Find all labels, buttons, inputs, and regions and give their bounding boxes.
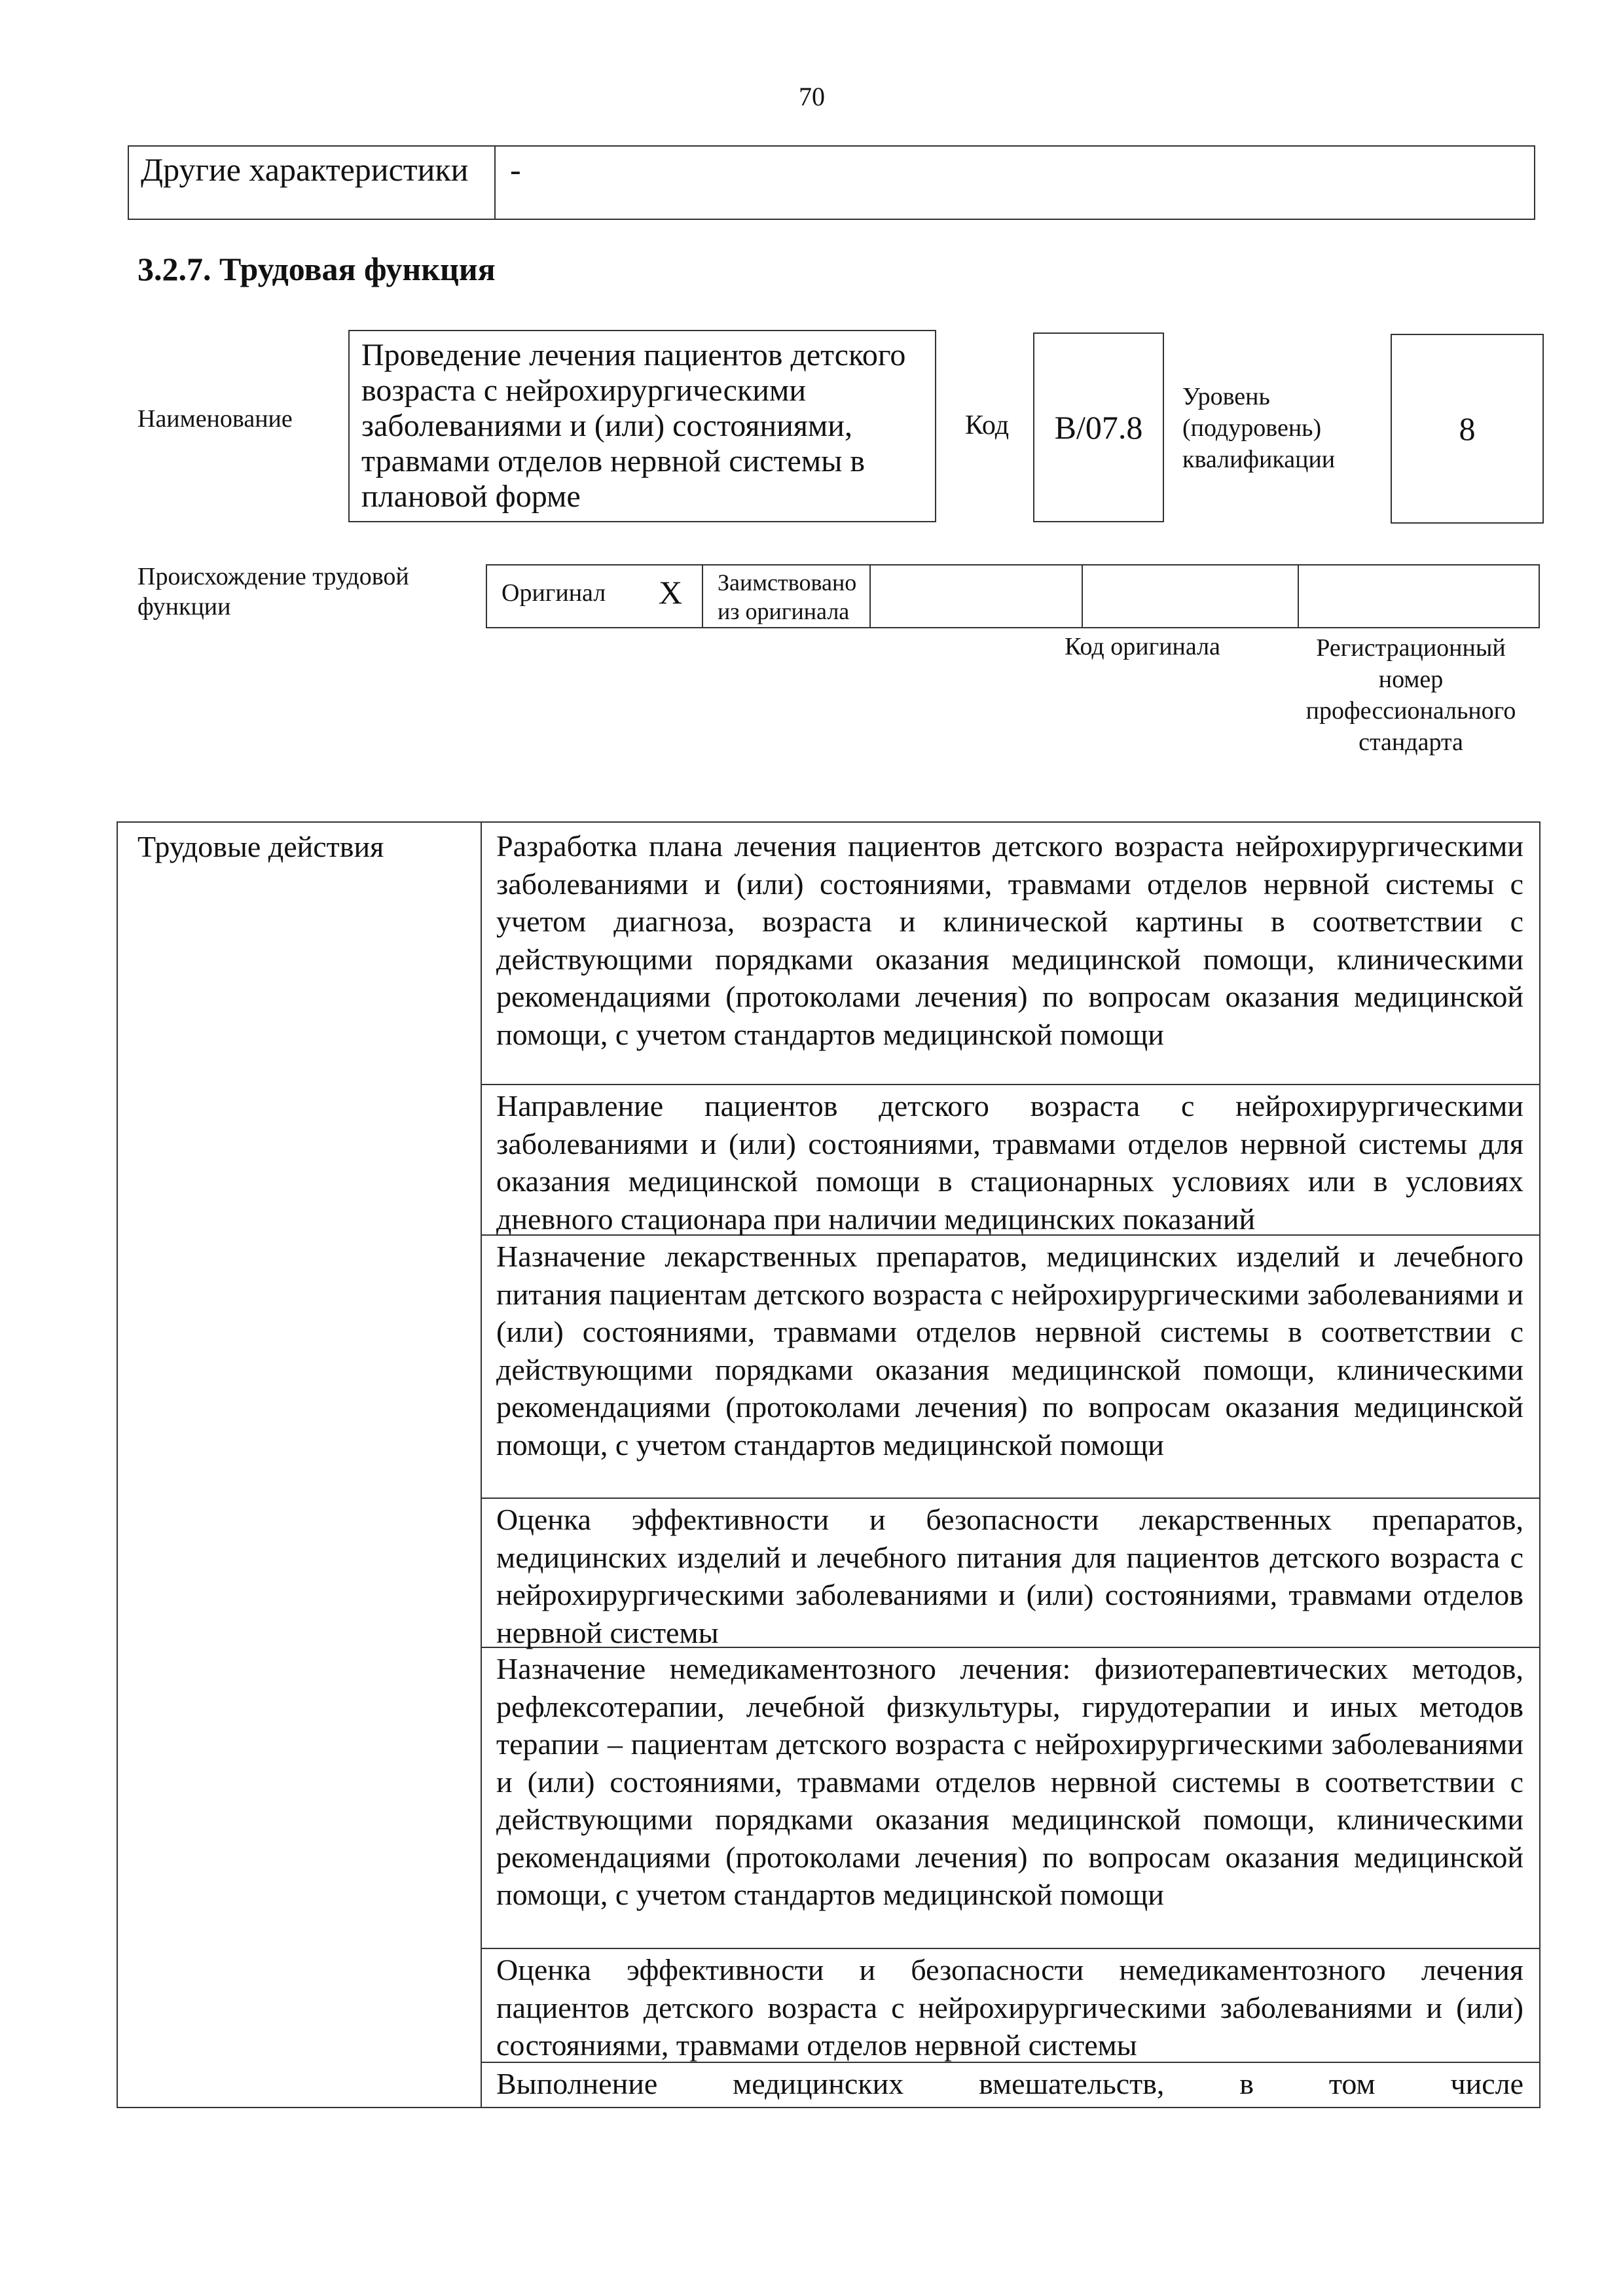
borrowed-cell: [703, 565, 871, 627]
labor-action-item: Разработка плана лечения пациентов детского возраста нейрохирургическими заболеваниями и (или) состояниями, травмами отделов нервной системы с учетом диагноза, возраста и клинической картины в соответствии с действующими порядками оказания медицинской помощи, клиническими рекомендациями (протоколами лечения) по вопросам оказания медицинской помощи, с учетом стандартов медицинской помощи: [482, 823, 1539, 1085]
labor-action-item: Направление пациентов детского возраста с нейрохирургическими заболеваниями и (или) состояниями, травмами отделов нервной системы для оказания медицинской помощи в стационарных условиях или в условиях дневного стационара при наличии медицинских показаний: [482, 1085, 1539, 1236]
code-original-cell: [871, 565, 1083, 627]
labor-action-item: Выполнение медицинских вмешательств, в том числе: [496, 2067, 1523, 2100]
labor-action-item: Оценка эффективности и безопасности немедикаментозного лечения пациентов детского возраста с нейрохирургическими заболеваниями и (или) состояниями, травмами отделов нервной системы: [482, 1949, 1539, 2063]
name-label: Наименование: [137, 405, 293, 433]
reg-number-caption: Регистрационный номер профессионального стандарта: [1305, 634, 1516, 756]
labor-action-item: Назначение немедикаментозного лечения: физиотерапевтических методов, рефлексотерапии, лечебной физкультуры, гирудотерапии и иных методов терапии – пациентам детского возраста с нейрохирургическими заболеваниями и (или) состояниями, травмами отделов нервной системы в соответствии с действующими порядками оказания медицинской помощи, клиническими рекомендациями (протоколами лечения) по вопросам оказания медицинской помощи, с учетом стандартов медицинской помощи: [482, 1648, 1539, 1949]
original-mark: X: [659, 574, 683, 611]
code-label: Код: [965, 410, 1010, 440]
other-characteristics-table: [128, 145, 1535, 220]
page-number: 70: [799, 82, 825, 111]
reg-number-cell: [1083, 565, 1299, 627]
labor-actions-table: [117, 821, 1541, 2108]
labor-actions-label: Трудовые действия: [118, 823, 482, 2107]
qualification-level: 8: [1391, 334, 1544, 524]
level-label-text: Уровень (подуровень) квалификации: [1182, 383, 1336, 473]
original-cell: [487, 565, 703, 627]
labor-action-item: Назначение лекарственных препаратов, медицинских изделий и лечебного питания пациентам детского возраста с нейрохирургическими заболеваниями и (или) состояниями, травмами отделов нервной системы в соответствии с действующими порядками оказания медицинской помощи, клиническими рекомендациями (протоколами лечения) по вопросам оказания медицинской помощи, с учетом стандартов медицинской помощи: [482, 1236, 1539, 1499]
labor-actions-list: [482, 823, 1539, 2107]
code-original-caption: Код оригинала: [1065, 633, 1220, 660]
level-label: [1182, 381, 1336, 475]
other-characteristics-label: Другие характеристики: [129, 147, 496, 219]
origin-label-text: Происхождение трудовой функции: [137, 563, 409, 620]
other-characteristics-value: -: [510, 151, 521, 188]
function-code: В/07.8: [1033, 332, 1164, 522]
labor-action-item: Оценка эффективности и безопасности лекарственных препаратов, медицинских изделий и лечебного питания для пациентов детского возраста с нейрохирургическими заболеваниями и (или) состояниями, травмами отделов нервной системы: [482, 1499, 1539, 1648]
origin-label: [137, 562, 465, 622]
borrowed-label: Заимствовано из оригинала: [718, 569, 857, 624]
origin-table: [486, 564, 1540, 628]
section-title: 3.2.7. Трудовая функция: [137, 251, 496, 287]
original-label: Оригинал: [501, 579, 606, 607]
function-name: Проведение лечения пациентов детского возраста с нейрохирургическими заболеваниями и (или) состояниями, травмами отделов нервной системы в плановой форме: [348, 330, 936, 522]
